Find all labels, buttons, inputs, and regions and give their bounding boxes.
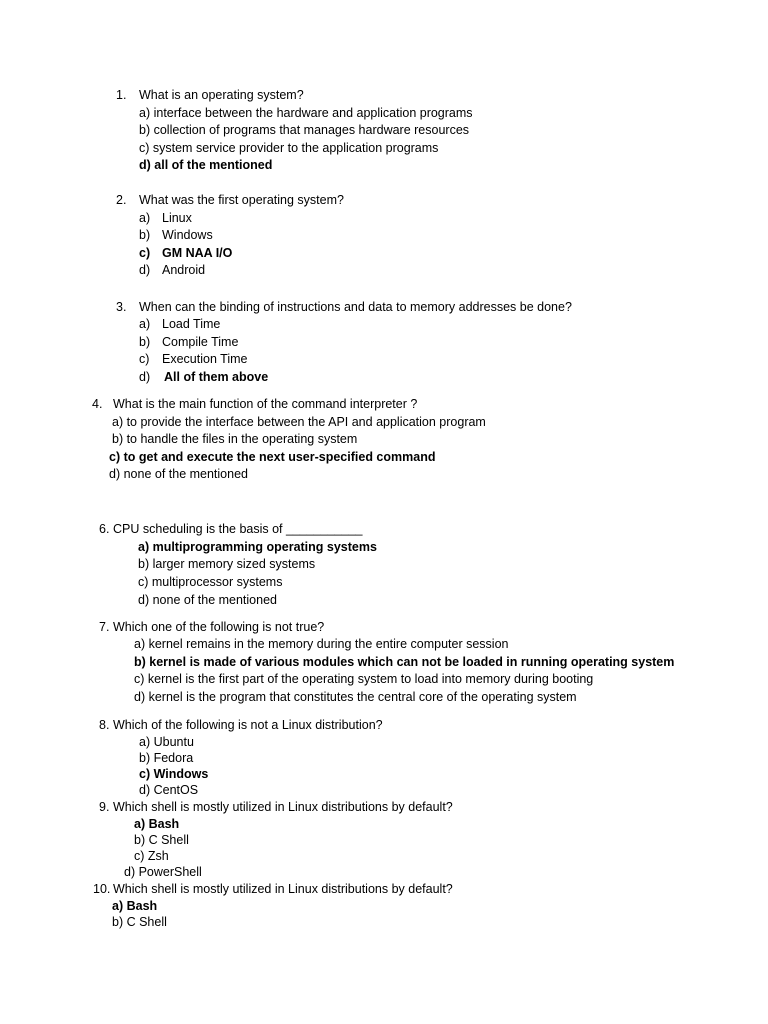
question-text: Which of the following is not a Linux distribution? [113,718,383,732]
option-text: Execution Time [162,352,248,366]
option-c: c) system service provider to the application programs [139,141,439,155]
question-text: CPU scheduling is the basis of ___________ [113,522,363,536]
option-d-answer: d) all of the mentioned [139,158,273,172]
option-d-answer [139,369,268,385]
question-text: Which shell is mostly utilized in Linux distributions by default? [113,800,453,814]
option-c [139,351,247,367]
option-text: Linux [162,211,192,225]
question-text: When can the binding of instructions and data to memory addresses be done? [139,300,572,314]
question-text: What is an operating system? [139,88,304,102]
question-text: What was the first operating system? [139,193,344,207]
option-a-answer: a) Bash [134,817,180,831]
option-c: c) Zsh [134,849,169,863]
option-text: GM NAA I/O [162,246,233,260]
question-number: 4. [92,397,103,411]
option-letter: c) [139,246,151,260]
option-d: d) PowerShell [124,865,202,879]
option-d [139,262,205,278]
question-text: Which one of the following is not true? [113,620,325,634]
option-letter: a) [139,317,151,331]
option-b: b) to handle the files in the operating system [112,432,358,446]
option-text: Load Time [162,317,221,331]
option-b: b) larger memory sized systems [138,557,316,571]
option-text: All of them above [164,370,269,384]
option-letter: d) [139,370,151,384]
question-number: 1. [116,88,127,102]
option-d: d) none of the mentioned [138,593,277,607]
option-c-answer: c) Windows [139,767,209,781]
option-letter: c) [139,352,150,366]
option-c-answer [139,245,232,261]
option-text: Android [162,263,206,277]
option-a [139,316,220,332]
option-letter: a) [139,211,151,225]
question-number: 2. [116,193,127,207]
option-text: Windows [162,228,213,242]
option-b: b) C Shell [112,915,167,929]
option-b: b) collection of programs that manages hardware resources [139,123,470,137]
option-c: c) multiprocessor systems [138,575,283,589]
option-d: d) none of the mentioned [109,467,248,481]
option-a-answer: a) multiprogramming operating systems [138,540,377,554]
question-number: 9. [99,800,110,814]
question-number: 7. [99,620,110,634]
option-letter: b) [139,335,151,349]
question-number: 10. [93,882,111,896]
question-text: What is the main function of the command interpreter ? [113,397,418,411]
option-a [139,210,192,226]
question-number: 6. [99,522,110,536]
option-b-answer: b) kernel is made of various modules which can not be loaded in running operating system [134,655,675,669]
option-text: Compile Time [162,335,239,349]
option-a: a) interface between the hardware and application programs [139,106,473,120]
option-b: b) Fedora [139,751,194,765]
option-a: a) kernel remains in the memory during the entire computer session [134,637,509,651]
question-number: 8. [99,718,110,732]
option-a: a) to provide the interface between the API and application program [112,415,486,429]
option-d: d) CentOS [139,783,199,797]
option-c: c) kernel is the first part of the operating system to load into memory during booting [134,672,594,686]
option-letter: b) [139,228,151,242]
option-a: a) Ubuntu [139,735,194,749]
question-text: Which shell is mostly utilized in Linux distributions by default? [113,882,453,896]
question-number: 3. [116,300,127,314]
option-c-answer: c) to get and execute the next user-specified command [109,450,436,464]
option-b: b) C Shell [134,833,189,847]
option-letter: d) [139,263,151,277]
option-b [139,334,238,350]
option-d: d) kernel is the program that constitutes the central core of the operating system [134,690,577,704]
option-b [139,227,213,243]
option-a-answer: a) Bash [112,899,158,913]
